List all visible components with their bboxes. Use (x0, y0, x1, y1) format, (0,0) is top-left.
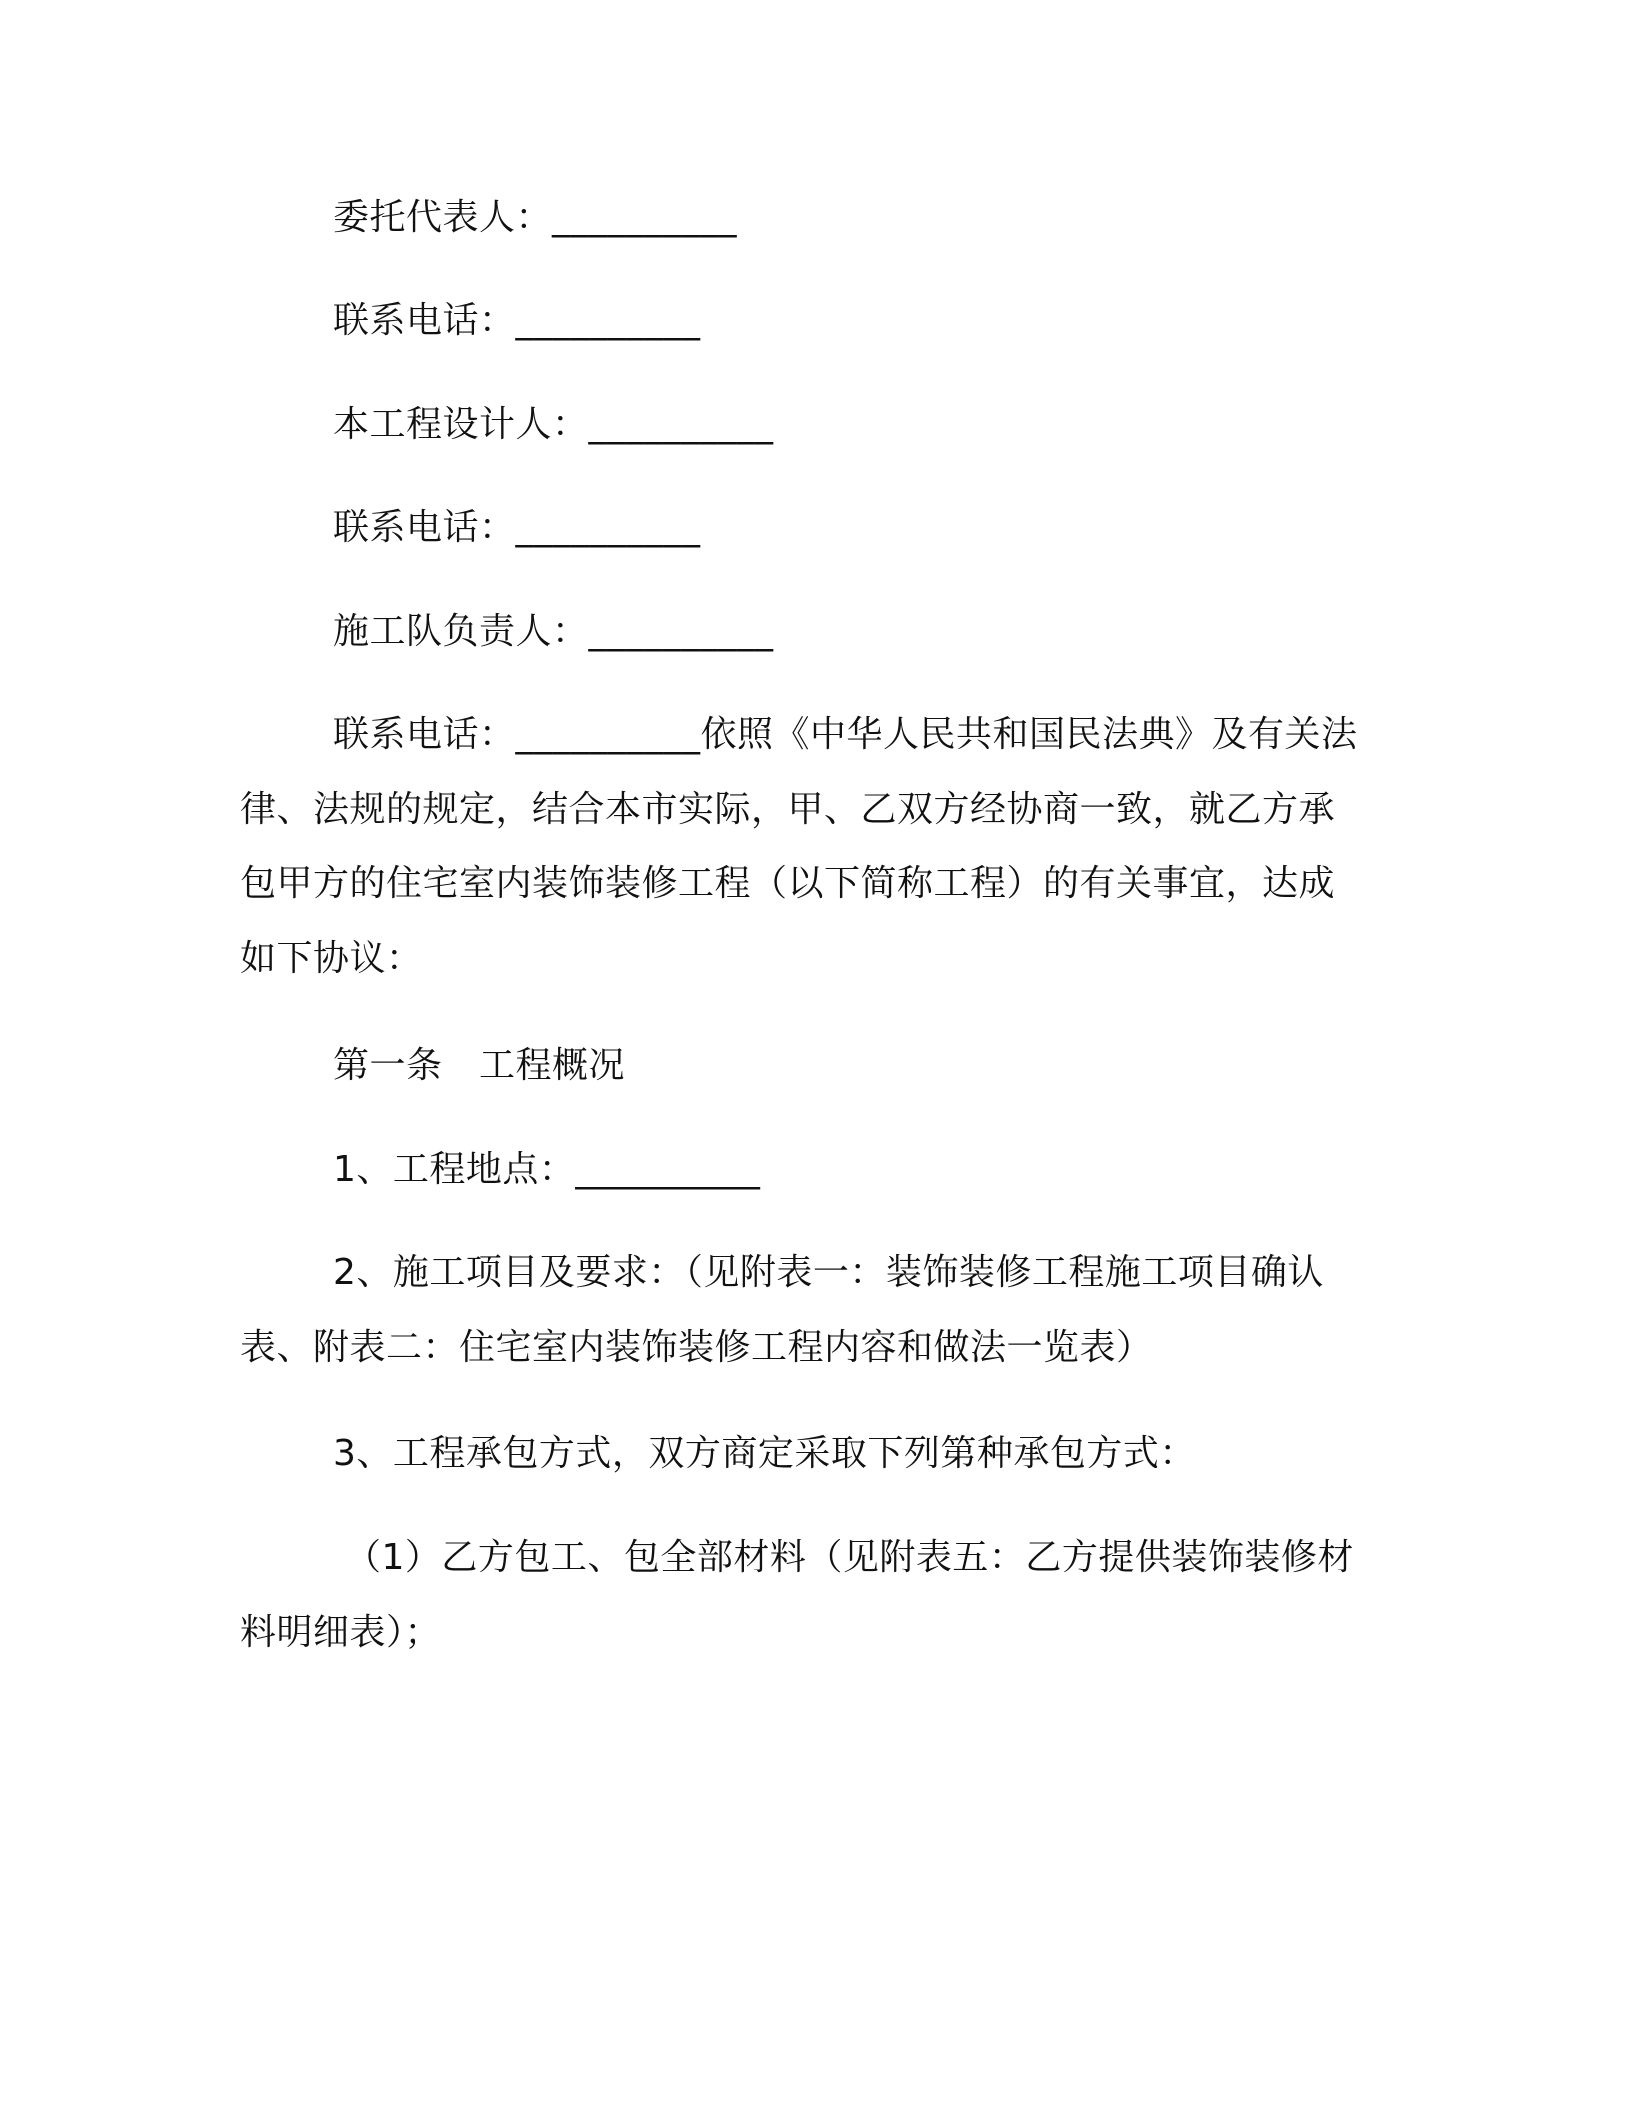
field-contact-phone-2: 联系电话：__________ (333, 507, 701, 548)
intro-line: 联系电话：__________依照《中华人民共和国民法典》及有关法 (333, 714, 1358, 755)
field-contact-phone-1: 联系电话：__________ (333, 300, 701, 341)
item-1-location: 1、工程地点：__________ (333, 1149, 761, 1190)
item-2-line: 2、施工项目及要求：（见附表一：装饰装修工程施工项目确认 (333, 1252, 1324, 1293)
article-title: 第一条 工程概况 (333, 1045, 626, 1086)
intro-line: 律、法规的规定，结合本市实际，甲、乙双方经协商一致，就乙方承 (240, 789, 1336, 830)
item-3-1-line: 料明细表）； (240, 1612, 442, 1653)
intro-line: 包甲方的住宅室内装饰装修工程（以下简称工程）的有关事宜，达成 (240, 863, 1336, 904)
intro-line: 如下协议： (240, 938, 423, 979)
item-2-line: 表、附表二：住宅室内装饰装修工程内容和做法一览表） (240, 1327, 1153, 1368)
item-3-1-line: （1）乙方包工、包全部材料（见附表五：乙方提供装饰装修材 (345, 1537, 1354, 1578)
field-entrusted-representative: 委托代表人：__________ (333, 197, 738, 238)
field-designer: 本工程设计人：__________ (333, 404, 774, 445)
field-construction-team-leader: 施工队负责人：__________ (333, 611, 774, 652)
item-3-contract-method: 3、工程承包方式，双方商定采取下列第种承包方式： (333, 1433, 1196, 1474)
